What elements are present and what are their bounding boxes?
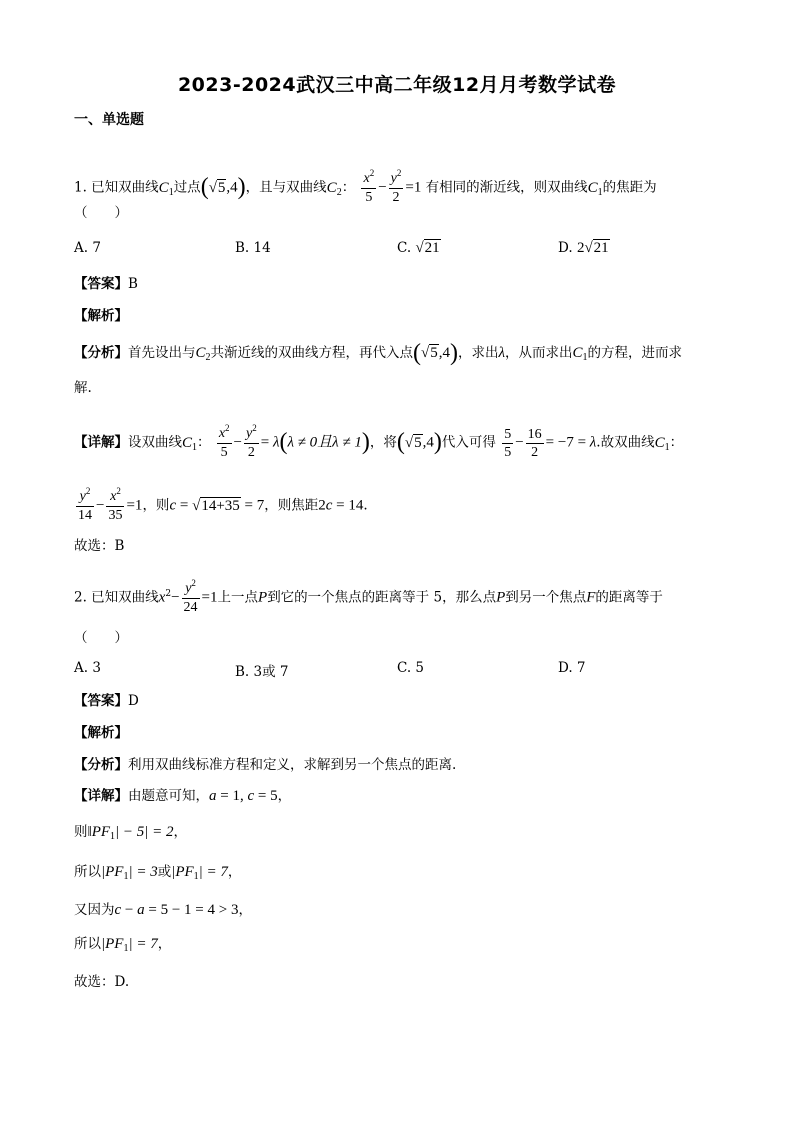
q1-conclusion: 故选：B [74,538,125,554]
q1-jiexi: 【解析】 [74,308,128,324]
q1-paren: （ ） [74,205,128,221]
q1-option-d: D. 2√21 [558,240,609,256]
q2-conclusion: 故选：D. [74,974,130,990]
q1-option-c: C. √21 [397,240,440,256]
q2-stem: 2. 已知双曲线$x^2-$ $\frac{y^2}{24}$ =1上一点P到它的一个焦点的距离等于 5，那么点P到另一个焦点F的距离等于 [74,578,663,615]
q2-option-d: D. 7 [558,660,586,676]
q2-paren: （ ） [74,630,128,646]
page-title: 2023-2024武汉三中高二年级12月月考数学试卷 [177,74,617,96]
q2-step-3: 又因为c − a = 5 − 1 = 4 > 3， [74,902,252,918]
q2-option-c: C. 5 [397,660,425,676]
section-heading: 一、单选题 [74,112,144,128]
q2-step-2: 所以$|PF_1| = 3$或$|PF_1| = 7$， [74,864,242,882]
q2-step-4: 所以$|PF_1| = 7$， [74,936,172,954]
q1-answer: 【答案】B [74,276,138,292]
q1-xiangjie: 【详解】设双曲线$C_1$： $\frac{x^2}{5}$ − $\frac{y^2}{2}$ = λ(λ ≠ 0且λ ≠ 1)，将(√5,4)代入可得 $\frac{5}{5}$ − $\frac{16}{2}$ = −7 = λ.故双曲线$C_1$： [74,423,684,460]
q2-option-b: B. 3或 7 [235,664,289,680]
q1-fenxi: 【分析】首先设出与$C_2$共渐近线的双曲线方程，再代入点(√5,4)，求出λ，从而求出$C_1$的方程，进而求 [74,339,683,366]
q2-step-1: 则$‖PF_1| - 5| = 2$， [74,824,188,842]
q1-stem: 1. 已知双曲线$C_1$过点(√5,4)，且与双曲线$C_2$： $\frac{x^2}{5}$ − $\frac{y^2}{2}$ =1 有相同的渐近线，则双曲线$C_1$的焦距为 [74,168,657,205]
q2-fenxi: 【分析】利用双曲线标准方程和定义，求解到另一个焦点的距离. [74,757,457,773]
q2-xiangjie: 【详解】由题意可知，a = 1, c = 5， [74,788,292,804]
q1-fenxi-cont: 解. [74,380,92,396]
q1-xiangjie-cont: $\frac{y^2}{14}$ − $\frac{x^2}{35}$ =1，则c = √14+35 = 7，则焦距2c = 14. [78,486,368,523]
q2-answer: 【答案】D [74,693,139,709]
q2-option-a: A. 3 [74,660,101,676]
q1-option-a: A. 7 [74,240,101,256]
q2-jiexi: 【解析】 [74,725,128,741]
q1-option-b: B. 14 [235,240,271,256]
